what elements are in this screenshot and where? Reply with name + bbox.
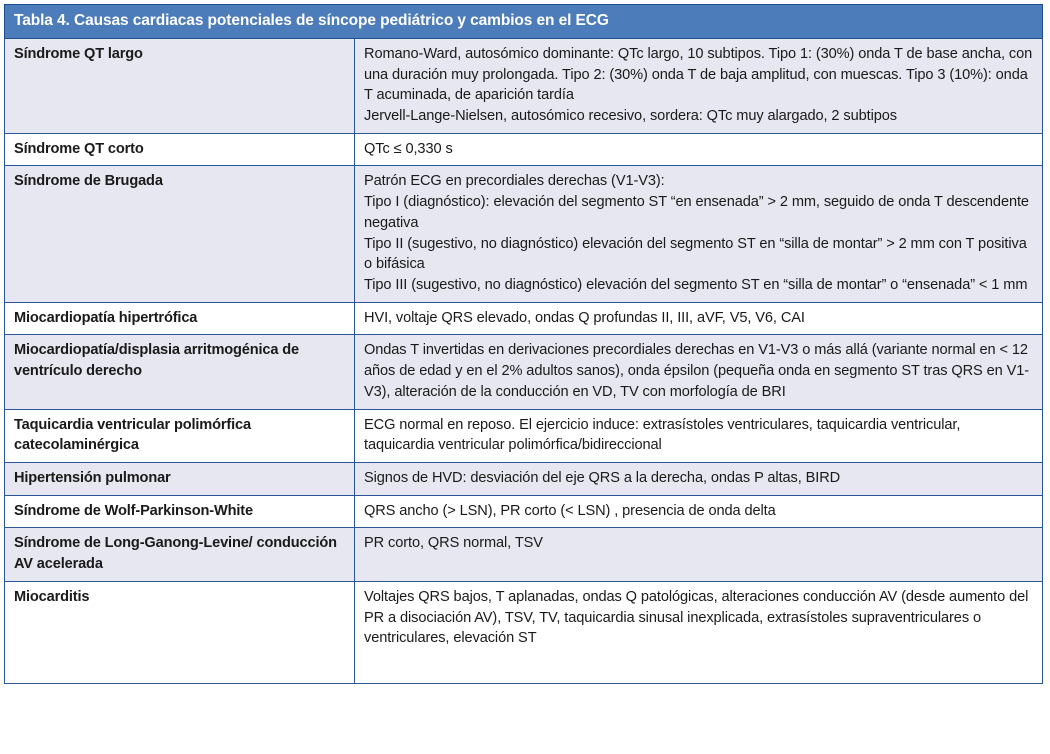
cell-cause: Síndrome QT largo [5,38,355,133]
table-body [5,38,1043,683]
cell-ecg-changes [355,528,1043,581]
table-row [5,133,1043,166]
cell-ecg-changes [355,463,1043,496]
ecg-line: Signos de HVD: desviación del eje QRS a la derecha, ondas P altas, BIRD [364,470,841,487]
ecg-line: Ondas T invertidas en derivaciones precordiales derechas en V1-V3 o más allá (variante normal en < 12 años de edad y en el 2% adultos sanos), onda épsilon (pequeña onda en segmento ST tras QRS en V1-V3), alteración de la conducción en VD, TV con morfología de BRI [364,342,1030,400]
ecg-line: QTc ≤ 0,330 s [364,140,453,157]
ecg-line: ECG normal en reposo. El ejercicio induce: extrasístoles ventriculares, taquicardia ventricular, taquicardia ventricular polimórfica/bidireccional [364,416,961,454]
ecg-line: PR corto, QRS normal, TSV [364,535,543,552]
ecg-line: QRS ancho (> LSN), PR corto (< LSN) , presencia de onda delta [364,502,776,519]
cell-cause: Miocardiopatía/displasia arritmogénica de ventrículo derecho [5,335,355,409]
ecg-line: Patrón ECG en precordiales derechas (V1-V3): [364,173,665,190]
table-header [5,5,1043,39]
cell-cause: Taquicardia ventricular polimórfica catecolaminérgica [5,409,355,462]
ecg-line: Tipo I (diagnóstico): elevación del segmento ST “en ensenada” > 2 mm, seguido de onda T descendente negativa [364,194,1029,231]
table-row [5,409,1043,462]
cell-ecg-changes [355,166,1043,302]
cell-ecg-changes [355,133,1043,166]
ecg-line: Jervell-Lange-Nielsen, autosómico recesivo, sordera: QTc muy alargado, 2 subtipos [364,107,897,124]
table-row [5,166,1043,302]
cell-ecg-changes [355,335,1043,409]
table-row [5,302,1043,335]
cell-cause: Miocardiopatía hipertrófica [5,302,355,335]
ecg-line: Romano-Ward, autosómico dominante: QTc largo, 10 subtipos. Tipo 1: (30%) onda T de base ancha, con una duración muy prolongada. Tipo 2: (30%) onda T de baja amplitud, con muescas. Tipo 3 (10%): onda T acuminada, de aparición tardía [364,45,1033,104]
cell-ecg-changes [355,409,1043,462]
ecg-line: HVI, voltaje QRS elevado, ondas Q profundas II, III, aVF, V5, V6, CAI [364,309,805,326]
table-row [5,528,1043,581]
cell-cause: Síndrome de Wolf-Parkinson-White [5,495,355,528]
cell-cause: Hipertensión pulmonar [5,463,355,496]
table-row [5,463,1043,496]
cell-ecg-changes [355,495,1043,528]
cardiac-causes-table [4,4,1043,684]
cell-cause: Síndrome QT corto [5,133,355,166]
cell-ecg-changes [355,38,1043,133]
cell-ecg-changes [355,302,1043,335]
cell-cause: Miocarditis [5,581,355,683]
ecg-line: Voltajes QRS bajos, T aplanadas, ondas Q patológicas, alteraciones conducción AV (desde aumento del PR a disociación AV), TSV, TV, taquicardia sinusal inexplicada, extrasístoles supraventriculares o ventriculares, elevación ST [364,588,1029,647]
cell-ecg-changes [355,581,1043,683]
cell-cause: Síndrome de Long-Ganong-Levine/ conducción AV acelerada [5,528,355,581]
table-row [5,335,1043,409]
table-row [5,495,1043,528]
table-row [5,581,1043,683]
ecg-line: Tipo II (sugestivo, no diagnóstico) elevación del segmento ST en “silla de montar” > 2 mm con T positiva o bifásica [364,235,1027,273]
cell-cause: Síndrome de Brugada [5,166,355,302]
table-row [5,38,1043,133]
table-title: Tabla 4. Causas cardiacas potenciales de síncope pediátrico y cambios en el ECG [5,5,1043,39]
table-title-row [5,5,1043,39]
ecg-line: Tipo III (sugestivo, no diagnóstico) elevación del segmento ST en “silla de montar” o “ensenada” < 1 mm [364,277,1028,293]
